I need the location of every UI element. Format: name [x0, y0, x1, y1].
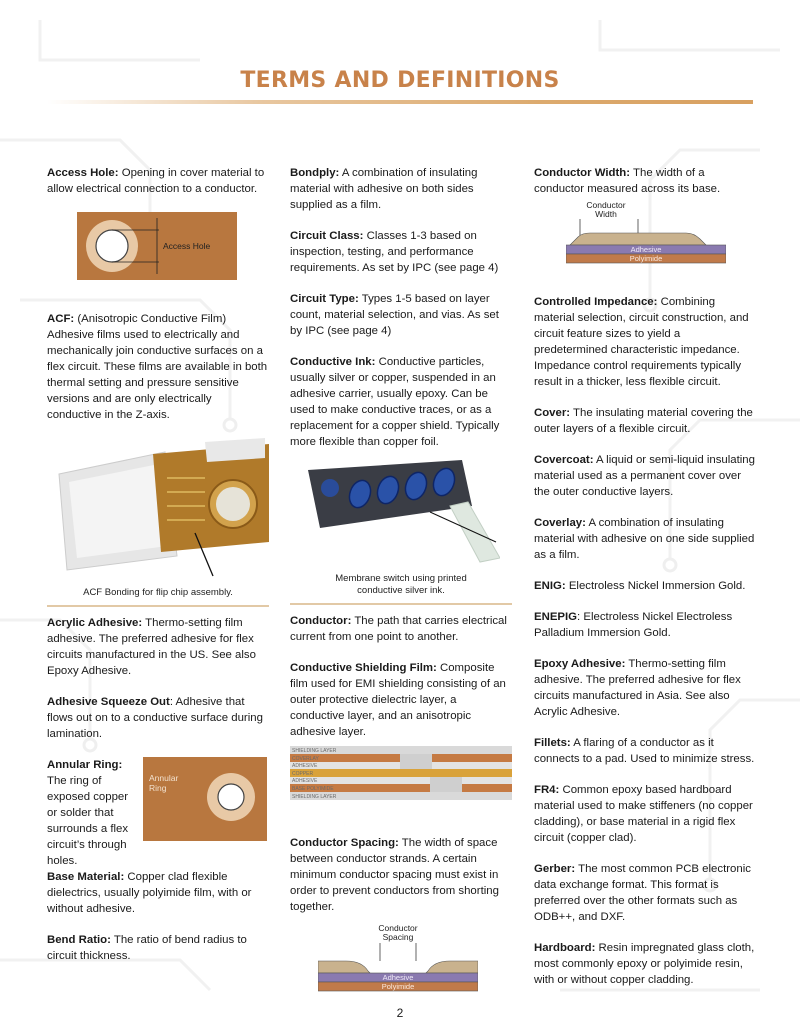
term-definition: Classes 1-3 based on inspection, testing, and performance requirements. As set by IPC (see page 4) — [290, 230, 499, 274]
spacing-label-1: Conductor — [378, 923, 418, 933]
term-acf — [47, 311, 269, 423]
page-title: TERMS AND DEFINITIONS — [240, 68, 560, 93]
layer-adhesive-bottom: ADHESIVE — [292, 778, 318, 784]
column-3 — [534, 165, 756, 1003]
annular-ring-figure — [143, 757, 267, 846]
access-hole-label: Access Hole — [163, 241, 211, 251]
annular-label-1: Annular — [149, 773, 179, 783]
term-label: Epoxy Adhesive: — [534, 658, 626, 670]
layer-copper: COPPER — [292, 771, 314, 777]
term-conductor-width — [534, 165, 756, 197]
term-cover — [534, 405, 756, 437]
term-label: Conductor: — [290, 615, 352, 627]
spacing-polyimide-label: Polyimide — [381, 982, 415, 991]
term-label: Bend Ratio: — [47, 934, 111, 946]
term-bondply — [290, 165, 512, 213]
term-label: Conductive Shielding Film: — [290, 662, 437, 674]
term-enig — [534, 578, 756, 594]
annular-ring-diagram — [143, 757, 267, 841]
conductor-width-diagram — [566, 199, 726, 265]
term-circuit-type — [290, 291, 512, 339]
acf-caption: ACF Bonding for flip chip assembly. — [83, 587, 233, 598]
conductor-width-figure — [566, 199, 756, 270]
term-definition: The ring of exposed copper or solder that surrounds a flex circuit’s through holes. — [47, 775, 129, 867]
term-label: Access Hole: — [47, 167, 119, 179]
section-divider — [290, 603, 512, 605]
term-label: Covercoat: — [534, 454, 594, 466]
term-coverlay — [534, 515, 756, 563]
term-definition: A combination of insulating material with adhesive on one side supplied as a film. — [534, 517, 755, 561]
shielding-film-figure — [290, 746, 512, 813]
term-conductive-shielding-film — [290, 660, 512, 740]
term-fr4 — [534, 782, 756, 846]
term-label: Bondply: — [290, 167, 340, 179]
layer-coverlay: COVERLAY — [292, 756, 319, 762]
term-label: Cover: — [534, 407, 571, 419]
term-definition: A combination of insulating material with adhesive on both sides supplied as a film. — [290, 167, 478, 211]
spacing-label-2: Spacing — [382, 932, 414, 942]
term-definition: Copper clad flexible dielectrics, usually polyimide film, with or without adhesive. — [47, 871, 252, 915]
term-definition: The ratio of bend radius to circuit thickness. — [47, 934, 247, 962]
term-label: ENIG: — [534, 580, 566, 592]
annular-label-2: Ring — [149, 783, 167, 793]
term-definition: A liquid or semi-liquid insulating material used as a permanent cover over the outer conductive layers. — [534, 454, 755, 498]
term-definition: Opening in cover material to allow electrical connection to a conductor. — [47, 167, 265, 195]
width-polyimide-label: Polyimide — [629, 254, 663, 263]
term-definition: Resin impregnated glass cloth, most commonly epoxy or polyimide resin, with or without copper cladding. — [534, 942, 755, 986]
width-label-2: Width — [595, 209, 617, 219]
annular-ring-block — [47, 757, 269, 867]
term-definition: A flaring of a conductor as it connects to a pad. Used to minimize stress. — [534, 737, 755, 765]
term-definition: : Adhesive that flows out on to a conductive surface during lamination. — [47, 696, 263, 740]
term-label: ENEPIG — [534, 611, 578, 623]
term-annular-ring — [47, 757, 139, 869]
term-label: Conductive Ink: — [290, 356, 376, 368]
term-label: Acrylic Adhesive: — [47, 617, 143, 629]
conductor-spacing-figure — [318, 921, 512, 998]
access-hole-diagram — [77, 212, 237, 280]
term-epoxy-adhesive — [534, 656, 756, 720]
column-1 — [47, 165, 269, 979]
term-label: Base Material: — [47, 871, 125, 883]
membrane-caption-line-1: Membrane switch using printed — [335, 573, 467, 584]
column-2 — [290, 165, 512, 1013]
term-definition: (Anisotropic Conductive Film) Adhesive films used to electrically and mechanically join conductive surfaces on a flex circuit. These films are available in both thermal setting and pressure sensitive versions and are only electrically conductive in the Z-axis. — [47, 313, 268, 421]
term-adhesive-squeeze-out — [47, 694, 269, 742]
term-label: Annular Ring: — [47, 759, 123, 771]
term-access-hole — [47, 165, 269, 197]
term-definition: Composite film used for EMI shielding consisting of an outer protective dielectric layer, a conductive layer, and an anisotropic adhesive layer. — [290, 662, 506, 738]
membrane-switch-image — [300, 458, 500, 566]
term-label: Circuit Class: — [290, 230, 364, 242]
width-adhesive-label: Adhesive — [630, 245, 662, 254]
term-definition: Electroless Nickel Immersion Gold. — [565, 580, 746, 592]
term-acrylic-adhesive — [47, 615, 269, 679]
membrane-switch-photo — [300, 458, 512, 571]
page-number: 2 — [396, 1006, 404, 1020]
term-label: FR4: — [534, 784, 560, 796]
term-base-material — [47, 869, 269, 917]
term-circuit-class — [290, 228, 512, 276]
layer-base-polyimide: BASE POLYIMIDE — [292, 786, 334, 792]
term-definition: The insulating material covering the outer layers of a flexible circuit. — [534, 407, 753, 435]
term-label: Hardboard: — [534, 942, 596, 954]
conductor-spacing-diagram — [318, 921, 478, 993]
shielding-film-diagram — [290, 746, 512, 808]
term-controlled-impedance — [534, 294, 756, 390]
section-divider — [47, 605, 269, 607]
term-fillets — [534, 735, 756, 767]
term-definition: The width of a conductor measured across its base. — [534, 167, 721, 195]
access-hole-figure — [77, 212, 269, 285]
term-label: Circuit Type: — [290, 293, 359, 305]
term-conductive-ink — [290, 354, 512, 450]
term-label: Adhesive Squeeze Out — [47, 696, 170, 708]
term-conductor-spacing — [290, 835, 512, 915]
term-label: Conductor Spacing: — [290, 837, 399, 849]
term-covercoat — [534, 452, 756, 500]
term-label: Controlled Impedance: — [534, 296, 658, 308]
term-bend-ratio — [47, 932, 269, 964]
term-label: Gerber: — [534, 863, 576, 875]
term-definition: Thermo-setting film adhesive. The preferred adhesive for flex circuits manufactured in Asia. See also Acrylic Adhesive. — [534, 658, 741, 718]
acf-flip-chip-image — [55, 438, 269, 578]
layer-adhesive-top: ADHESIVE — [292, 763, 318, 769]
width-label-1: Conductor — [586, 200, 626, 210]
term-definition: Common epoxy based hardboard material used to make stiffeners (no copper cladding), or base material in a rigid flex circuit (copper clad). — [534, 784, 753, 844]
term-gerber — [534, 861, 756, 925]
layer-shielding-bottom: SHIELDING LAYER — [292, 794, 337, 800]
term-hardboard — [534, 940, 756, 988]
term-conductor — [290, 613, 512, 645]
term-definition: Conductive particles, usually silver or copper, suspended in an adhesive carrier, usually epoxy. Can be used to make conductive traces, or as a replacement for a copper shield. Typically more flexible than copper foil. — [290, 356, 500, 448]
term-definition: The path that carries electrical current from one point to another. — [290, 615, 507, 643]
term-enepig — [534, 609, 756, 641]
spacing-adhesive-label: Adhesive — [382, 973, 414, 982]
term-definition: Combining material selection, circuit construction, and circuit feature sizes to yield a predetermined characteristic impedance. Impedance control requirements typically result in a thicker, less flexible circuit. — [534, 296, 749, 388]
term-label: Conductor Width: — [534, 167, 631, 179]
membrane-caption-line-2: conductive silver ink. — [357, 585, 445, 596]
term-definition: Thermo-setting film adhesive. The preferred adhesive for flex circuits manufactured in the US. See also Epoxy Adhesive. — [47, 617, 256, 677]
layer-shielding-top: SHIELDING LAYER — [292, 748, 337, 754]
term-definition: Types 1-5 based on layer count, material selection, and vias. As set by IPC (see page 4) — [290, 293, 499, 337]
acf-photo — [55, 438, 269, 583]
term-definition: The width of space between conductor strands. A certain minimum conductor spacing must exist in order to prevent conductors from shorting together. — [290, 837, 499, 913]
term-definition: The most common PCB electronic data exchange format. This format is preferred over the other formats such as ODB++, and DXF. — [534, 863, 751, 923]
term-definition: : Electroless Nickel Electroless Palladium Immersion Gold. — [534, 611, 733, 639]
term-label: ACF: — [47, 313, 75, 325]
term-label: Fillets: — [534, 737, 571, 749]
term-label: Coverlay: — [534, 517, 586, 529]
title-underline — [47, 100, 753, 104]
